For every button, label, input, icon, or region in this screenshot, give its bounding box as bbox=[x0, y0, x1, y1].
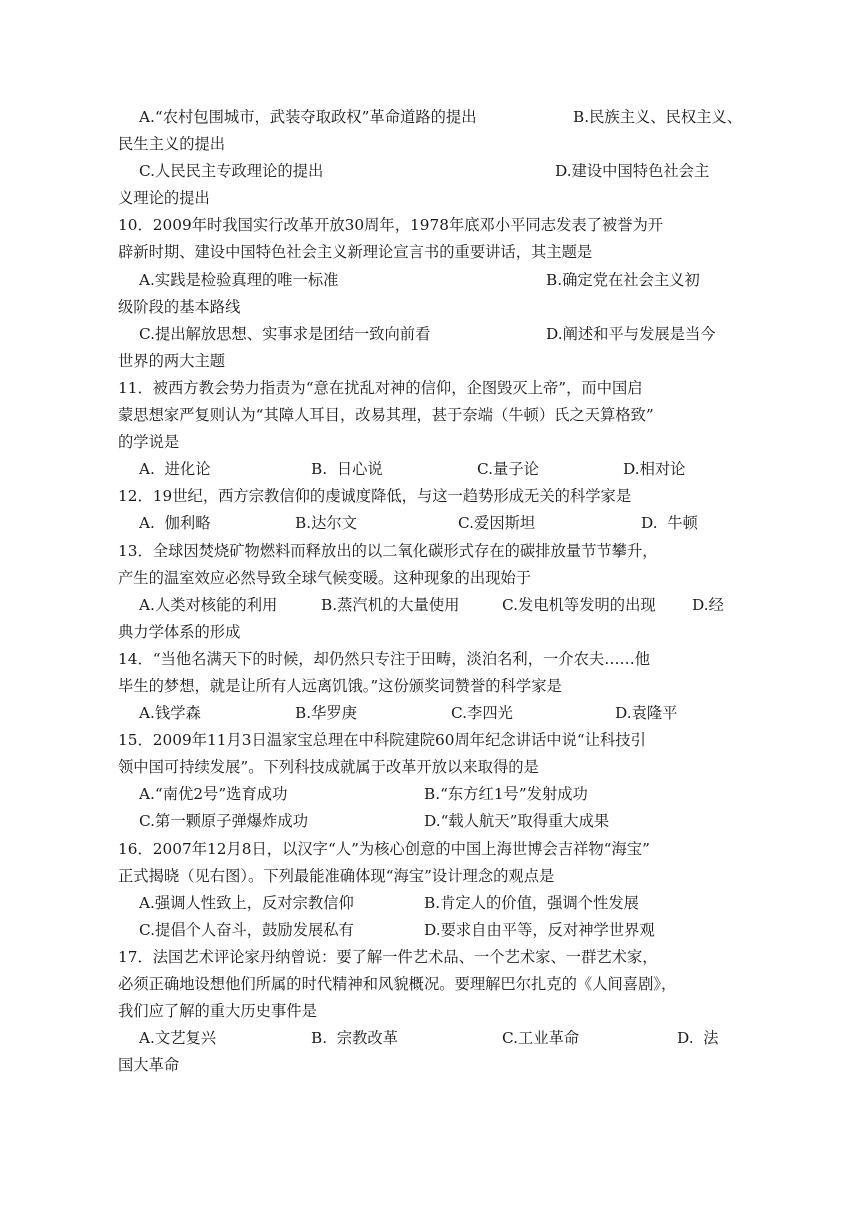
text-segment: D.相对论 bbox=[623, 460, 686, 479]
text-segment: B.“东方红1号”发射成功 bbox=[424, 785, 588, 804]
text-segment: D.经 bbox=[692, 595, 724, 614]
text-line bbox=[118, 863, 748, 890]
text-segment: D. 法 bbox=[677, 1029, 719, 1048]
text-segment: A.“农村包围城市，武装夺取政权”革命道路的提出 bbox=[139, 108, 477, 126]
text-segment: C.提倡个人奋斗，鼓励发展私有 bbox=[139, 920, 354, 939]
text-segment: 世界的两大主题 bbox=[118, 351, 226, 370]
text-line bbox=[118, 510, 748, 537]
text-segment: 蒙思想家严复则认为“其障人耳目，改易其理，甚于奈端（牛顿）氏之天算格致” bbox=[118, 406, 654, 425]
text-segment: A.实践是检验真理的唯一标准 bbox=[139, 270, 339, 289]
text-segment: B.确定党在社会主义初 bbox=[546, 270, 700, 289]
text-segment: 国大革命 bbox=[118, 1056, 180, 1075]
text-line bbox=[118, 538, 748, 565]
text-segment: B. 日心说 bbox=[311, 460, 383, 479]
text-segment: A.“南优2号”选育成功 bbox=[139, 785, 288, 804]
text-line bbox=[118, 429, 748, 456]
text-segment: 13．全球因焚烧矿物燃料而释放出的以二氧化碳形式存在的碳排放量节节攀升， bbox=[118, 541, 658, 560]
text-segment: 11．被西方教会势力指责为“意在扰乱对神的信仰，企图毁灭上帝”，而中国启 bbox=[118, 378, 643, 397]
text-line bbox=[118, 565, 748, 592]
text-segment: B.达尔文 bbox=[295, 514, 357, 533]
text-line bbox=[118, 917, 748, 944]
text-line bbox=[118, 781, 748, 808]
text-line bbox=[118, 185, 748, 212]
text-segment: A.钱学森 bbox=[139, 704, 201, 723]
text-segment: 领中国可持续发展”。下列科技成就属于改革开放以来取得的是 bbox=[118, 758, 539, 777]
text-segment: C.李四光 bbox=[451, 704, 513, 723]
text-line bbox=[118, 808, 748, 835]
text-line bbox=[118, 998, 748, 1025]
text-line bbox=[118, 375, 748, 402]
text-line bbox=[118, 294, 748, 321]
text-line bbox=[118, 944, 748, 971]
text-line bbox=[118, 646, 748, 673]
text-segment: B.华罗庚 bbox=[295, 704, 357, 723]
text-line bbox=[118, 483, 748, 510]
text-line bbox=[118, 456, 748, 483]
text-segment: D.建设中国特色社会主 bbox=[555, 162, 710, 181]
text-line bbox=[118, 673, 748, 700]
text-segment: 10．2009年时我国实行改革开放30周年，1978年底邓小平同志发表了被誉为开 bbox=[118, 216, 664, 235]
text-segment: D.要求自由平等，反对神学世界观 bbox=[424, 920, 655, 939]
text-segment: D. 牛顿 bbox=[641, 514, 698, 533]
text-line bbox=[118, 239, 748, 266]
text-segment: C.人民民主专政理论的提出 bbox=[139, 162, 324, 181]
text-segment: C.量子论 bbox=[477, 460, 539, 479]
text-segment: C.第一颗原子弹爆炸成功 bbox=[139, 812, 308, 831]
text-line bbox=[118, 158, 748, 185]
text-segment: 民生主义的提出 bbox=[118, 135, 226, 154]
text-segment: B.民族主义、民权主义、 bbox=[573, 108, 743, 126]
document-page bbox=[118, 104, 748, 1079]
text-segment: 典力学体系的形成 bbox=[118, 622, 241, 641]
text-line bbox=[118, 836, 748, 863]
text-segment: D.阐述和平与发展是当今 bbox=[546, 324, 716, 343]
text-line bbox=[118, 348, 748, 375]
text-line bbox=[118, 700, 748, 727]
text-line bbox=[118, 1025, 748, 1052]
text-line bbox=[118, 971, 748, 998]
text-segment: 17．法国艺术评论家丹纳曾说：要了解一件艺术品、一个艺术家、一群艺术家， bbox=[118, 947, 658, 966]
text-segment: C.提出解放思想、实事求是团结一致向前看 bbox=[139, 324, 431, 343]
text-line bbox=[118, 402, 748, 429]
text-segment: 我们应了解的重大历史事件是 bbox=[118, 1002, 317, 1021]
text-segment: 15．2009年11月3日温家宝总理在中科院建院60周年纪念讲话中说“让科技引 bbox=[118, 731, 646, 750]
text-line bbox=[118, 890, 748, 917]
text-segment: 的学说是 bbox=[118, 433, 180, 452]
text-segment: 毕生的梦想，就是让所有人远离饥饿。”这份颁奖词赞誉的科学家是 bbox=[118, 676, 562, 695]
text-segment: B.蒸汽机的大量使用 bbox=[321, 595, 460, 614]
text-line bbox=[118, 267, 748, 294]
text-line bbox=[118, 212, 748, 239]
text-segment: C.发电机等发明的出现 bbox=[502, 595, 656, 614]
text-segment: 必须正确地设想他们所属的时代精神和风貌概况。要理解巴尔扎克的《人间喜剧》， bbox=[118, 975, 677, 993]
text-segment: D.袁隆平 bbox=[615, 704, 678, 723]
text-segment: C.爱因斯坦 bbox=[458, 514, 536, 533]
text-line bbox=[118, 1052, 748, 1079]
text-segment: A. 伽利略 bbox=[139, 514, 211, 533]
text-segment: 辟新时期、建设中国特色社会主义新理论宣言书的重要讲话，其主题是 bbox=[118, 243, 593, 262]
text-segment: A. 进化论 bbox=[139, 460, 211, 479]
text-segment: 14．“当他名满天下的时候，却仍然只专注于田畴，淡泊名利，一介农夫……他 bbox=[118, 649, 651, 668]
text-segment: 产生的温室效应必然导致全球气候变暖。这种现象的出现始于 bbox=[118, 568, 532, 587]
text-line bbox=[118, 321, 748, 348]
text-segment: 16．2007年12月8日，以汉字“人”为核心创意的中国上海世博会吉祥物“海宝” bbox=[118, 839, 650, 858]
text-segment: A.文艺复兴 bbox=[139, 1029, 217, 1048]
text-line bbox=[118, 727, 748, 754]
text-line bbox=[118, 619, 748, 646]
text-segment: B. 宗教改革 bbox=[311, 1029, 399, 1048]
text-segment: D.“载人航天”取得重大成果 bbox=[424, 812, 610, 831]
text-segment: 义理论的提出 bbox=[118, 189, 210, 208]
text-segment: 级阶段的基本路线 bbox=[118, 297, 241, 316]
text-segment: A.人类对核能的利用 bbox=[139, 595, 278, 614]
text-segment: 12．19世纪，西方宗教信仰的虔诚度降低，与这一趋势形成无关的科学家是 bbox=[118, 487, 632, 506]
text-line bbox=[118, 131, 748, 158]
text-segment: C.工业革命 bbox=[502, 1029, 580, 1048]
text-segment: A.强调人性致上，反对宗教信仰 bbox=[139, 893, 354, 912]
text-segment: 正式揭晓（见右图）。下列最能准确体现“海宝”设计理念的观点是 bbox=[118, 866, 555, 885]
text-line bbox=[118, 754, 748, 781]
text-line bbox=[118, 592, 748, 619]
text-segment: B.肯定人的价值，强调个性发展 bbox=[424, 893, 639, 912]
text-line bbox=[118, 104, 748, 131]
